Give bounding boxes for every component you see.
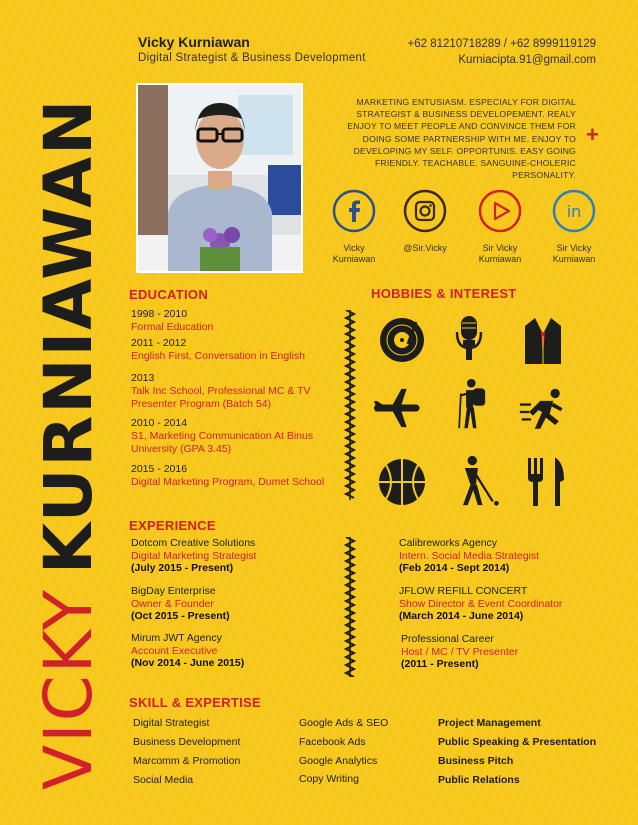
vertical-first-name: VICKY (30, 588, 107, 790)
social-label: Sir Vicky Kurniawan (478, 243, 522, 264)
education-item (131, 337, 341, 363)
experience-company: Professional Career (401, 633, 494, 645)
runner-icon (518, 386, 570, 438)
skill-item: Public Speaking & Presentation (438, 736, 597, 748)
experience-item (399, 585, 619, 623)
social-instagram[interactable] (395, 189, 455, 254)
experience-title: EXPERIENCE (129, 518, 216, 533)
experience-company: Dotcom Creative Solutions (131, 537, 256, 549)
education-title: EDUCATION (129, 287, 209, 302)
vertical-name (30, 97, 107, 790)
skill-item: Google Ads & SEO (299, 717, 389, 729)
skill-item: Copy Writing (299, 773, 359, 785)
skill-item: Digital Strategist (133, 717, 210, 729)
facebook-icon (332, 189, 376, 233)
airplane-icon (372, 382, 424, 434)
education-item (131, 463, 341, 489)
skill-item: Public Relations (438, 774, 520, 786)
education-years: 2015 - 2016 (131, 463, 188, 475)
hobbies-title: HOBBIES & INTEREST (371, 286, 517, 301)
education-item (131, 308, 341, 334)
plus-icon: + (586, 122, 599, 147)
vertical-last-name: KURNIAWAN (30, 97, 107, 575)
education-desc: Formal Education (131, 321, 214, 333)
experience-item (131, 537, 351, 575)
experience-company: BigDay Enterprise (131, 585, 216, 597)
skill-item: Project Management (438, 717, 541, 729)
education-item (131, 417, 341, 456)
social-facebook[interactable] (324, 189, 384, 265)
experience-item (131, 632, 351, 670)
experience-item (401, 633, 621, 671)
youtube-icon (478, 189, 522, 233)
hiker-icon (447, 378, 499, 430)
linkedin-icon (552, 189, 596, 233)
experience-period: (Nov 2014 - June 2015) (131, 657, 245, 669)
social-label: Sir Vicky Kurniawan (552, 243, 596, 264)
header-role: Digital Strategist & Business Development (138, 52, 366, 64)
header-phone: +62 81210718289 / +62 8999119129 (407, 38, 596, 50)
skill-item: Business Pitch (438, 755, 514, 767)
social-label: @Sir.Vicky (403, 243, 447, 253)
education-years: 1998 - 2010 (131, 308, 188, 320)
experience-period: (March 2014 - June 2014) (399, 610, 524, 622)
header-name: Vicky Kurniawan (138, 34, 250, 50)
experience-company: JFLOW REFILL CONCERT (399, 585, 528, 597)
svg-text:in: in (566, 202, 582, 221)
education-desc: English First, Conversation in English (131, 350, 305, 362)
skills-title: SKILL & EXPERTISE (129, 695, 261, 710)
skill-item: Google Analytics (299, 755, 378, 767)
skill-item: Marcomm & Promotion (133, 755, 241, 767)
experience-period: (2011 - Present) (401, 658, 479, 670)
education-item (131, 372, 341, 411)
experience-role: Account Executive (131, 644, 218, 657)
experience-item (131, 585, 351, 623)
education-desc: Talk Inc School, Professional MC & TV Presenter Program (Batch 54) (131, 385, 311, 410)
education-years: 2013 (131, 372, 155, 384)
zigzag-divider (344, 310, 356, 500)
profile-photo (136, 83, 303, 273)
social-linkedin[interactable] (544, 189, 604, 265)
skill-item: Business Development (133, 736, 241, 748)
about-text: MARKETING ENTUSIASM. ESPECIALY FOR DIGITAL STRATEGIST & BUSINESS DEVELOPEMENT. REALY ENJOY TO MEET PEOPLE AND CONVINCE THEM FOR DOING SOME PARTNERSHIP WITH ME. ENJOY TO DEVELOPING MY SELF. OPPORTUNIS. EASY GOING FRIENDLY. TEACHABLE. SANGUINE-CHOLERIC PERSONALITY. (347, 97, 576, 181)
experience-period: (July 2015 - Present) (131, 562, 234, 574)
education-desc: Digital Marketing Program, Dumet School (131, 476, 325, 488)
skill-item: Facebook Ads (299, 736, 366, 748)
suit-icon (517, 314, 569, 366)
experience-role: Owner & Founder (131, 597, 214, 610)
experience-role: Host / MC / TV Presenter (401, 645, 519, 658)
experience-company: Calibreworks Agency (399, 537, 498, 549)
experience-role: Digital Marketing Strategist (131, 549, 257, 562)
experience-role: Show Director & Event Coordinator (399, 597, 563, 610)
golfer-icon (450, 455, 502, 507)
education-years: 2011 - 2012 (131, 337, 187, 349)
experience-company: Mirum JWT Agency (131, 632, 222, 644)
education-years: 2010 - 2014 (131, 417, 188, 429)
social-youtube[interactable] (470, 189, 530, 265)
microphone-icon (443, 314, 495, 366)
instagram-icon (403, 189, 447, 233)
experience-item (399, 537, 619, 575)
header-email[interactable]: Kurniacipta.91@gmail.com (458, 54, 596, 66)
basketball-icon (376, 456, 428, 508)
experience-period: (Oct 2015 - Present) (131, 610, 230, 622)
vinyl-record-icon (376, 314, 428, 366)
experience-role: Intern. Social Media Strategist (399, 549, 540, 562)
experience-period: (Feb 2014 - Sept 2014) (399, 562, 510, 574)
education-desc: S1, Marketing Communication At Binus University (GPA 3.45) (131, 430, 314, 455)
skill-item: Social Media (133, 774, 194, 786)
cutlery-icon (520, 456, 572, 508)
social-label: Vicky Kurniawan (332, 243, 376, 264)
